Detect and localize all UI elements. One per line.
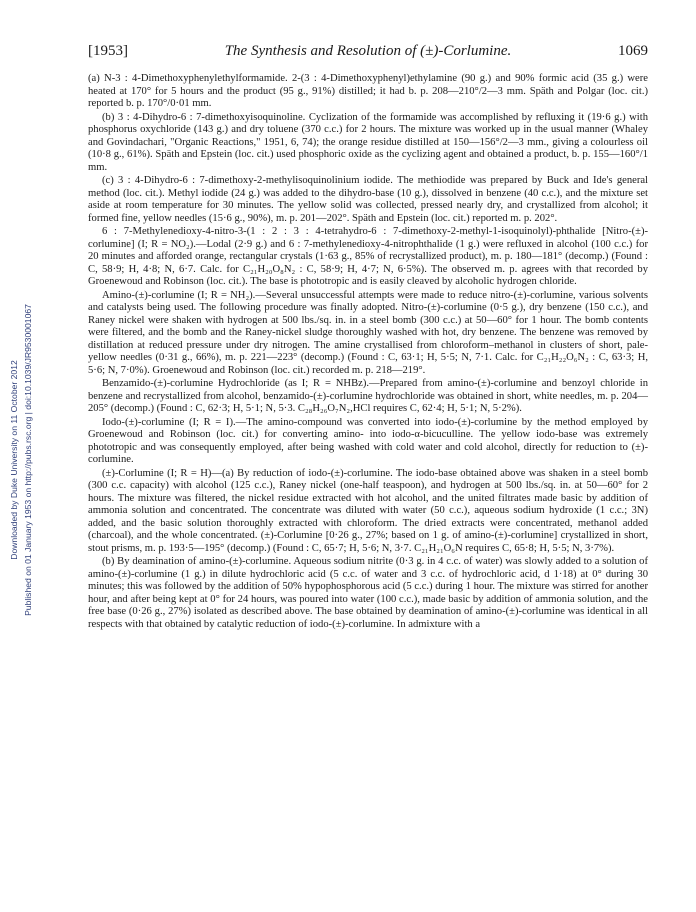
running-header	[88, 43, 648, 65]
page-number: 1069	[618, 43, 648, 59]
paragraph-iodo-corlumine: Iodo-(±)-corlumine (I; R = I).—The amino-compound was converted into iodo-(±)-corlumine by the method employed by Groenewoud and Robinson (loc. cit.) for converting amino- into iodo-α-bicuculline. The yellow iodo-base was extremely phototropic and was consequently employed, after being washed with cold water and cold alcohol, directly for reduction to (±)-corlumine.	[88, 416, 648, 465]
header-year: [1953]	[88, 43, 128, 59]
paragraph-formamide: (a) N-3 : 4-Dimethoxyphenylethylformamide. 2-(3 : 4-Dimethoxyphenyl)ethylamine (90 g.) and 90% formic acid (35 g.) were heated at 170° for 5 hours and the product (95 g., 91%) distilled; it had b. p. 208—210°/2—3 mm. Späth and Polgar (loc. cit.) reported b. p. 170°/0·01 mm.	[88, 73, 648, 109]
paragraph-methiodide: (c) 3 : 4-Dihydro-6 : 7-dimethoxy-2-methylisoquinolinium iodide. The methiodide was prepared by Buck and Ide's general method (loc. cit.). Methyl iodide (24 g.) was added to the dihydro-base (10 g.), dissolved in benzene (40 c.c.), and the mixture set aside at room temperature for 30 minutes. The yellow solid was collected, pressed nearly dry, and crystallized from alcohol; it formed fine, yellow needles (15·6 g., 90%), m. p. 201—202°. Späth and Epstein (loc. cit.) reported m. p. 202°.	[88, 175, 648, 224]
paragraph-corlumine-reduction: (±)-Corlumine (I; R = H)—(a) By reduction of iodo-(±)-corlumine. The iodo-base obtained above was shaken in a steel bomb (300 c.c. capacity) with alcohol (125 c.c.), Raney nickel (one-half teaspoon), and hydrogen at 500 lbs./sq. in. at 50—60° for 2 hours. The mixture was filtered, the nickel residue extracted with hot alcohol, and the united filtrates made basic by addition of ammonia solution and concentrated. The concentrate was diluted with water (50 c.c.), aqueous sodium hydroxide (1 c.c.; 3N) added, and the basic solution thoroughly extracted with chloroform. The dried extracts were concentrated, methanol added (charcoal), and the whole concentrated. (±)-Corlumine [0·26 g., 27%; based on 1 g. of amino-(±)-corlumine] crystallized in short, stout prisms, m. p. 193·5—195° (decomp.) (Found : C, 65·7; H, 5·6; N, 3·7. C₂₁H₂₁O₆N requires C, 65·8; H, 5·5; N, 3·7%).	[88, 467, 648, 554]
paragraph-benzamido-corlumine: Benzamido-(±)-corlumine Hydrochloride (as I; R = NHBz).—Prepared from amino-(±)-corlumine and benzoyl chloride in benzene and recrystallized from alcohol, benzamido-(±)-corlumine hydrochloride was obtained in short, white needles, m. p. 204—205° (decomp.) (Found : C, 62·3; H, 5·1; N, 5·3. C₂₈H₂₆O₇N₂,HCl requires C, 62·4; H, 5·1; N, 5·2%).	[88, 378, 648, 414]
downloaded-notice[interactable]: Downloaded by Duke University on 11 October 2012	[9, 360, 19, 560]
published-notice[interactable]: Published on 01 January 1953 on http://pubs.rsc.org | doi:10.1039/JR9530001067	[23, 304, 33, 616]
paragraph-amino-corlumine: Amino-(±)-corlumine (I; R = NH₂).—Several unsuccessful attempts were made to reduce nitro-(±)-corlumine, various solvents and catalysts being used. The following procedure was finally adopted. Nitro-(±)-corlumine (0·5 g.), dry benzene (150 c.c.), and Raney nickel were shaken with hydrogen at 500 lbs./sq. in. in a steel bomb (300 c.c.) at 50—60° for 1 hour. The bomb contents were filtered, and the bomb and the Raney-nickel sludge thoroughly washed with hot, dry benzene. The benzene was removed by distillation at reduced pressure under dry nitrogen. The amine crystallised from chloroform–methanol in clusters of short, pale-yellow needles (0·31 g., 66%), m. p. 221—223° (decomp.) (Found : C, 63·1; H, 5·5; N, 7·1. Calc. for C₂₁H₂₂O₆N₂ : C, 63·3; H, 5·6; N, 7·0%). Groenewoud and Robinson (loc. cit.) recorded m. p. 218—219°.	[88, 289, 648, 376]
header-title: The Synthesis and Resolution of (±)-Corlumine.	[224, 43, 512, 59]
download-watermark	[6, 170, 36, 750]
paragraph-dihydroisoquinoline: (b) 3 : 4-Dihydro-6 : 7-dimethoxyisoquinoline. Cyclization of the formamide was accomplished by refluxing it (19·6 g.) with phosphorus oxychloride (143 g.) and dry toluene (370 c.c.) for 2 hours. The mixture was worked up in the usual manner (Whaley and Govindachari, "Organic Reactions," 1951, 6, 74); the orange residue distilled at 150—156°/2—3 mm., giving a colourless oil (10·8 g., 61%). Späth and Epstein (loc. cit.) used phosphoric oxide as the cyclizing agent and obtained a product, b. p. 155—160°/1 mm.	[88, 111, 648, 173]
article-body	[88, 73, 648, 631]
paragraph-nitro-corlumine: 6 : 7-Methylenedioxy-4-nitro-3-(1 : 2 : 3 : 4-tetrahydro-6 : 7-dimethoxy-2-methyl-1-isoquinolyl)-phthalide [Nitro-(±)-corlumine] (I; R = NO₂).—Lodal (2·9 g.) and 6 : 7-methylenedioxy-4-nitrophthalide (1 g.) were refluxed in alcohol (100 c.c.) for 20 minutes and afforded orange, rectangular crystals (1·63 g., 85% of recrystallized product), m. p. 180—181° (decomp.) (Found : C, 58·9; H, 4·8; N, 6·7. Calc. for C₂₁H₂₀O₈N₂ : C, 58·9; H, 4·7; N, 6·5%). The observed m. p. agrees with that recorded by Groenewoud and Robinson (loc. cit.). The base is phototropic and is easily cleaved by alcoholic hydrogen chloride.	[88, 226, 648, 287]
paragraph-corlumine-deamination: (b) By deamination of amino-(±)-corlumine. Aqueous sodium nitrite (0·3 g. in 4 c.c. of water) was slowly added to a solution of amino-(±)-corlumine (1 g.) in dilute hydrochloric acid (5 c.c. of water and 3 c.c. of hydrochloric acid, d 1·18) at 0° during 30 minutes; this was followed by the addition of 50% hypophosphorous acid (5 c.c.) during 1 hour. The mixture was stirred for another hour, and after being kept at 0° for 24 hours, was poured into water (100 c.c.), made basic by addition of ammonia solution, and the free base (0·26 g., 27%) isolated as described above. The base obtained by deamination of amino-(±)-corlumine was identical in all respects with that obtained by catalytic reduction of iodo-(±)-corlumine. In admixture with a	[88, 556, 648, 630]
